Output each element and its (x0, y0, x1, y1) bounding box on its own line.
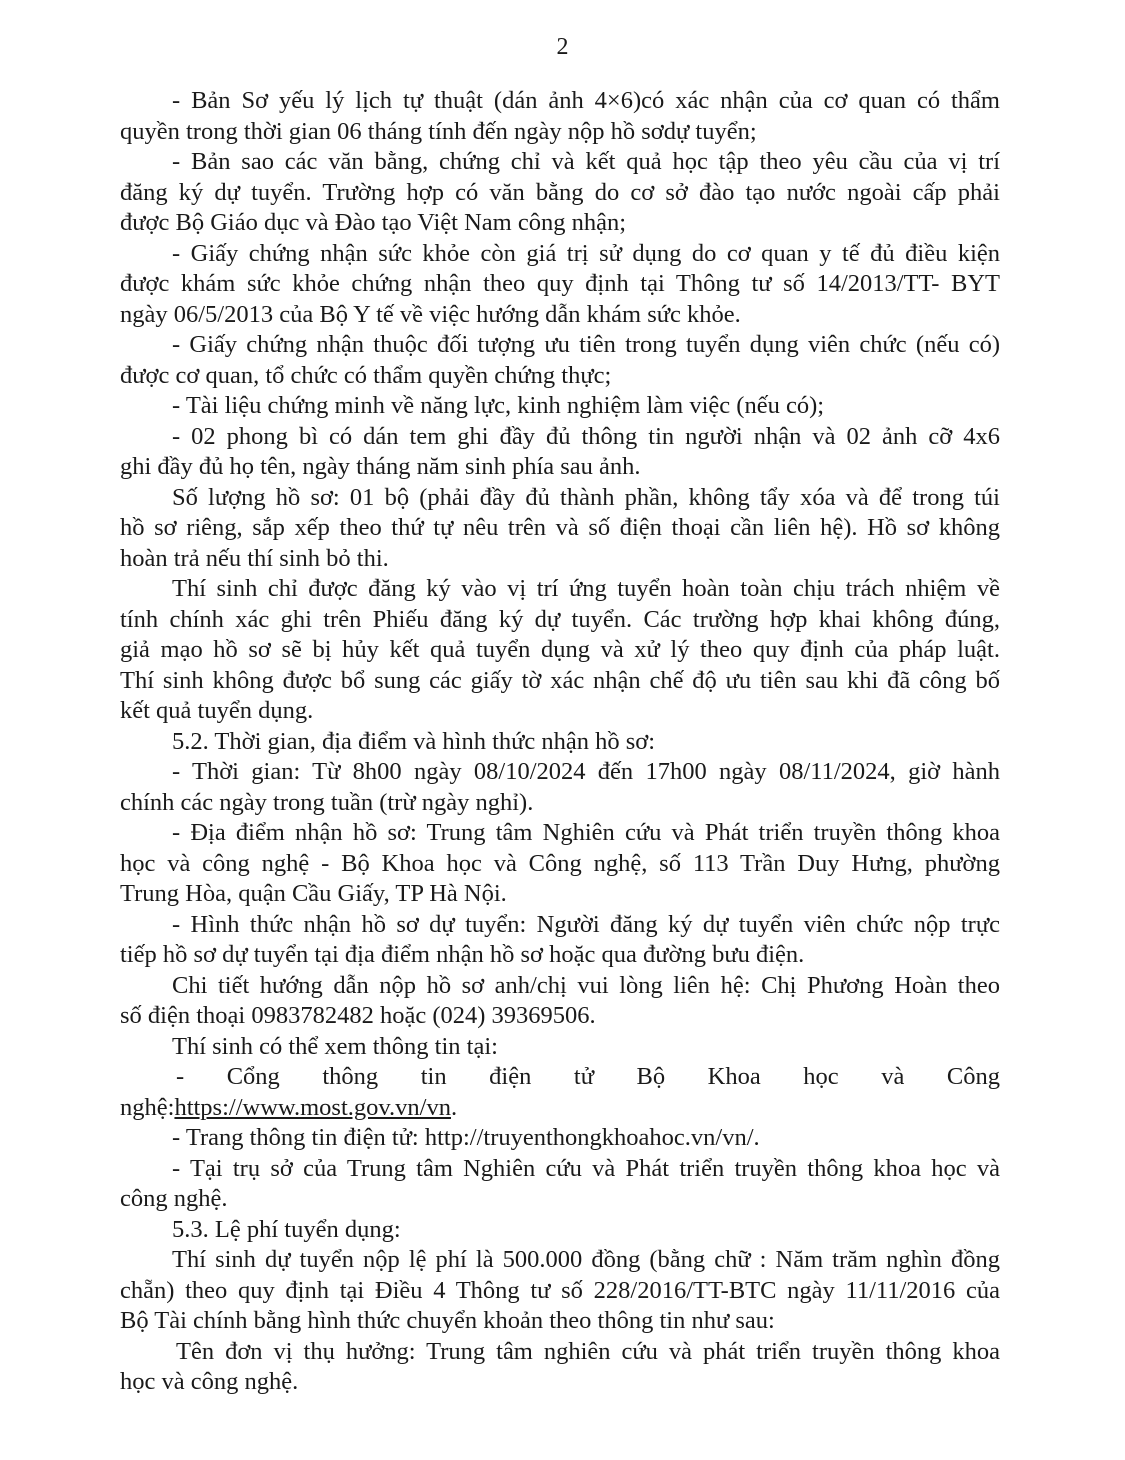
text-line: được khám sức khỏe chứng nhận theo quy định tại Thông tư số 14/2013/TT- BYT (120, 270, 1000, 297)
text-line: - Trang thông tin điện tử: http://truyenthongkhoahoc.vn/vn/. (172, 1124, 760, 1151)
text-line: Bộ Tài chính bằng hình thức chuyển khoản theo thông tin như sau: (120, 1307, 775, 1334)
text-line: tiếp hồ sơ dự tuyển tại địa điểm nhận hồ sơ hoặc qua đường bưu điện. (120, 941, 805, 968)
text-line: đăng ký dự tuyển. Trường hợp có văn bằng do cơ sở đào tạo nước ngoài cấp phải (120, 178, 1000, 206)
text-line: được Bộ Giáo dục và Đào tạo Việt Nam công nhận; (120, 209, 627, 236)
text-line: - Thời gian: Từ 8h00 ngày 08/10/2024 đến 17h00 ngày 08/11/2024, giờ hành (172, 758, 1000, 785)
text-line: chính các ngày trong tuần (trừ ngày nghỉ). (120, 788, 534, 816)
text-line: Trung Hòa, quận Cầu Giấy, TP Hà Nội. (120, 880, 507, 907)
text-line: Thí sinh dự tuyển nộp lệ phí là 500.000 đồng (bằng chữ : Năm trăm nghìn đồng (172, 1246, 1000, 1273)
page-number: 2 (556, 34, 569, 60)
text-line-prefix: nghệ: (120, 1093, 175, 1121)
text-line: - Bản Sơ yếu lý lịch tự thuật (dán ảnh 4×6)có xác nhận của cơ quan có thẩm (172, 87, 1000, 114)
text-line: 5.2. Thời gian, địa điểm và hình thức nhận hồ sơ: (172, 727, 656, 755)
text-line: Thí sinh có thể xem thông tin tại: (172, 1032, 498, 1060)
text-line: tính chính xác ghi trên Phiếu đăng ký dự tuyển. Các trường hợp khai không đúng, (120, 605, 1000, 633)
text-line: Số lượng hồ sơ: 01 bộ (phải đầy đủ thành phần, không tẩy xóa và để trong túi (172, 483, 1000, 511)
text-line (120, 1093, 1000, 1123)
text-line: giả mạo hồ sơ sẽ bị hủy kết quả tuyển dụng và xử lý theo quy định của pháp luật. (120, 636, 1000, 663)
text-line: Tên đơn vị thụ hưởng: Trung tâm nghiên cứu và phát triển truyền thông khoa (176, 1337, 1000, 1365)
text-line: Thí sinh chỉ được đăng ký vào vị trí ứng tuyển hoàn toàn chịu trách nhiệm về (172, 575, 1000, 602)
text-line: - Giấy chứng nhận sức khỏe còn giá trị sử dụng do cơ quan y tế đủ điều kiện (172, 239, 1000, 267)
text-line: - Hình thức nhận hồ sơ dự tuyển: Người đăng ký dự tuyển viên chức nộp trực (172, 910, 1000, 938)
most-website-link[interactable]: https://www.most.gov.vn/vn (174, 1093, 451, 1121)
text-line: quyền trong thời gian 06 tháng tính đến ngày nộp hồ sơdự tuyển; (120, 117, 757, 145)
text-line: số điện thoại 0983782482 hoặc (024) 39369506. (120, 1002, 596, 1029)
text-line: học và công nghệ. (120, 1368, 299, 1395)
text-line: Thí sinh không được bổ sung các giấy tờ xác nhận chế độ ưu tiên sau khi đã công bố (120, 666, 1000, 694)
text-line: - 02 phong bì có dán tem ghi đầy đủ thông tin người nhận và 02 ảnh cỡ 4x6 (172, 422, 1000, 450)
text-line: - Tài liệu chứng minh về năng lực, kinh nghiệm làm việc (nếu có); (172, 392, 825, 419)
text-line: chẵn) theo quy định tại Điều 4 Thông tư số 228/2016/TT-BTC ngày 11/11/2016 của (120, 1276, 1000, 1304)
text-line: được cơ quan, tổ chức có thẩm quyền chứng thực; (120, 361, 612, 389)
text-line: học và công nghệ - Bộ Khoa học và Công nghệ, số 113 Trần Duy Hưng, phường (120, 849, 1000, 877)
text-line: ghi đầy đủ họ tên, ngày tháng năm sinh phía sau ảnh. (120, 453, 641, 480)
text-line: ngày 06/5/2013 của Bộ Y tế về việc hướng dẫn khám sức khỏe. (120, 300, 741, 328)
text-line: - Cổng thông tin điện tử Bộ Khoa học và Công (176, 1063, 1000, 1090)
text-line: kết quả tuyển dụng. (120, 697, 314, 724)
text-line: - Tại trụ sở của Trung tâm Nghiên cứu và Phát triển truyền thông khoa học và (172, 1154, 1000, 1182)
text-line: công nghệ. (120, 1185, 228, 1212)
text-line: - Giấy chứng nhận thuộc đối tượng ưu tiên trong tuyển dụng viên chức (nếu có) (172, 331, 1000, 358)
text-line: 5.3. Lệ phí tuyển dụng: (172, 1215, 401, 1243)
text-line: Chi tiết hướng dẫn nộp hồ sơ anh/chị vui lòng liên hệ: Chị Phương Hoàn theo (172, 971, 1000, 999)
text-line-suffix: . (450, 1093, 458, 1121)
text-line: hồ sơ riêng, sắp xếp theo thứ tự nêu trên và số điện thoại cần liên hệ). Hồ sơ không (120, 514, 1000, 541)
text-line: hoàn trả nếu thí sinh bỏ thi. (120, 544, 389, 572)
text-line: - Địa điểm nhận hồ sơ: Trung tâm Nghiên cứu và Phát triển truyền thông khoa (172, 819, 1000, 846)
text-line: - Bản sao các văn bằng, chứng chỉ và kết quả học tập theo yêu cầu của vị trí (172, 148, 1000, 175)
